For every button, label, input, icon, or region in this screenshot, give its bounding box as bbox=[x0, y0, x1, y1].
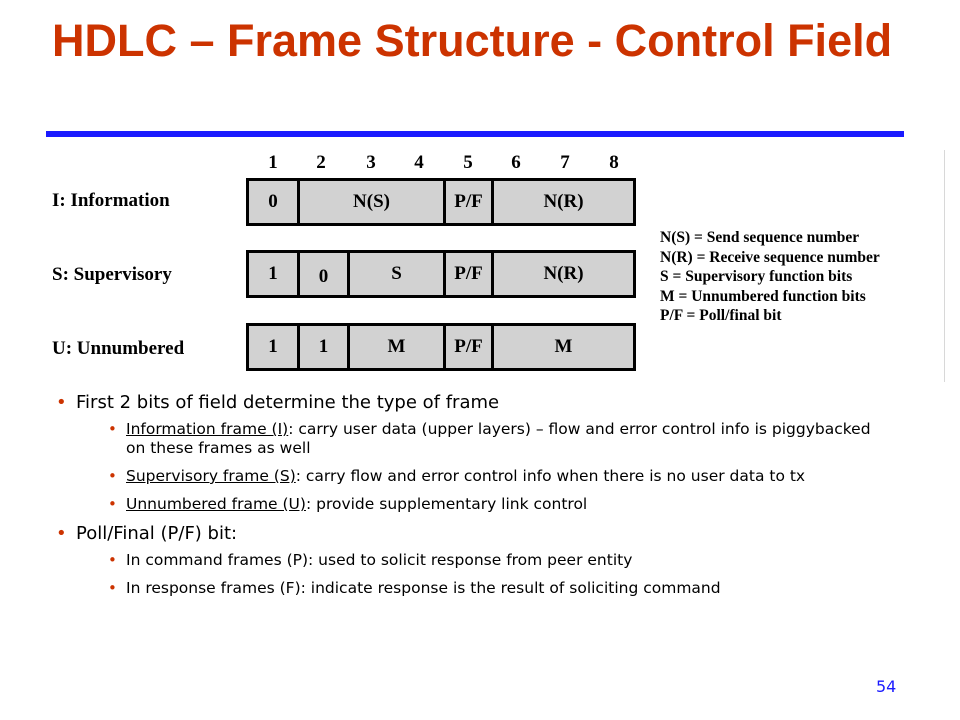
bullet-text: : carry user data (upper layers) – flow and error control info is piggybacked on these frames as well bbox=[126, 420, 871, 457]
legend-item: S = Supervisory function bits bbox=[660, 268, 853, 285]
bit-number: 3 bbox=[366, 152, 376, 173]
bit-number: 4 bbox=[414, 152, 424, 173]
bit-number: 6 bbox=[511, 152, 521, 173]
bullet-text: : carry flow and error control info when there is no user data to tx bbox=[295, 467, 806, 485]
row-label-unnumbered: U: Unnumbered bbox=[52, 338, 185, 359]
bit-number: 7 bbox=[560, 152, 570, 173]
term-unnumbered-frame: Unnumbered frame (U) bbox=[126, 495, 306, 513]
frame-cell: P/F bbox=[443, 326, 491, 368]
sub-bullet-command-frames: • In command frames (P): used to solicit response from peer entity bbox=[106, 551, 876, 570]
sub-bullet-response-frames: • In response frames (F): indicate response is the result of soliciting command bbox=[106, 579, 876, 598]
bit-number: 1 bbox=[268, 152, 278, 173]
frame-cell: N(R) bbox=[491, 253, 633, 295]
slide-title: HDLC – Frame Structure - Control Field bbox=[52, 15, 893, 66]
frame-cell: M bbox=[347, 326, 443, 368]
legend-item: N(R) = Receive sequence number bbox=[660, 248, 880, 266]
frame-cell: N(R) bbox=[491, 181, 633, 223]
term-supervisory-frame: Supervisory frame (S) bbox=[126, 467, 296, 485]
bit-number: 2 bbox=[316, 152, 326, 173]
control-field-diagram bbox=[46, 150, 945, 382]
bullet-frame-types: • First 2 bits of field determine the type of frame bbox=[56, 392, 876, 414]
term-information-frame: Information frame (I) bbox=[126, 420, 289, 438]
row-label-information: I: Information bbox=[52, 190, 170, 211]
frame-cell: M bbox=[491, 326, 633, 368]
bit-number: 5 bbox=[463, 152, 473, 173]
row-label-supervisory: S: Supervisory bbox=[52, 264, 172, 285]
frame-format-unnumbered bbox=[246, 323, 636, 371]
page-number: 54 bbox=[876, 677, 897, 696]
frame-cell: 1 bbox=[268, 263, 278, 284]
bullet-list bbox=[56, 392, 876, 607]
frame-cell: 0 bbox=[268, 191, 278, 212]
frame-cell: 1 bbox=[297, 326, 347, 368]
sub-bullet-unnumbered-frame bbox=[106, 495, 876, 514]
frame-cell: N(S) bbox=[297, 181, 443, 223]
bullet-poll-final: • Poll/Final (P/F) bit: bbox=[56, 523, 876, 545]
diagram-legend bbox=[660, 228, 880, 326]
legend-item: M = Unnumbered function bits bbox=[660, 287, 866, 305]
sub-bullet-information-frame bbox=[106, 420, 876, 458]
frame-format-information bbox=[246, 178, 636, 226]
frame-cell: 1 bbox=[268, 336, 278, 357]
title-underline-rule bbox=[46, 131, 904, 137]
bit-number: 8 bbox=[609, 152, 619, 173]
frame-cell: S bbox=[347, 253, 443, 295]
sub-bullet-supervisory-frame bbox=[106, 467, 876, 486]
bullet-text: : provide supplementary link control bbox=[305, 495, 588, 513]
frame-cell: P/F bbox=[443, 181, 491, 223]
legend-item: N(S) = Send sequence number bbox=[660, 229, 860, 246]
legend-item: P/F = Poll/final bit bbox=[660, 307, 782, 324]
frame-cell: 0 bbox=[297, 253, 347, 295]
frame-cell: P/F bbox=[443, 253, 491, 295]
frame-format-supervisory bbox=[246, 250, 636, 298]
